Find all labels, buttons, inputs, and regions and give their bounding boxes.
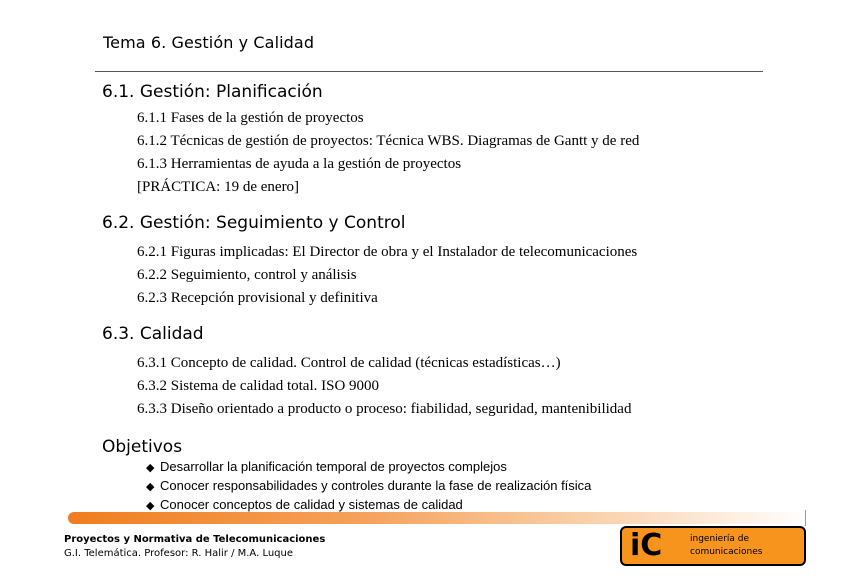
diamond-bullet-icon: ◆ (146, 462, 155, 474)
section-item: 6.2.1 Figuras implicadas: El Director de obra y el Instalador de telecomunicaciones (137, 244, 638, 260)
section-item: 6.3.3 Diseño orientado a producto o proceso: fiabilidad, seguridad, mantenibilidad (137, 401, 632, 417)
ic-logo (620, 526, 806, 566)
slide-title: Tema 6. Gestión y Calidad (103, 33, 315, 52)
section-heading-calidad: 6.3. Calidad (102, 324, 204, 344)
footer-bar-end-mark (805, 510, 806, 526)
objective-item: ◆ Desarrollar la planificación temporal de proyectos complejos (146, 458, 591, 477)
section-item: 6.1.1 Fases de la gestión de proyectos (137, 110, 364, 126)
section-item: 6.2.2 Seguimiento, control y análisis (137, 267, 357, 283)
diamond-bullet-icon: ◆ (146, 481, 155, 493)
section-item: 6.2.3 Recepción provisional y definitiva (137, 290, 378, 306)
section-heading-seguimiento: 6.2. Gestión: Seguimiento y Control (102, 213, 406, 233)
objectives-list (146, 458, 591, 515)
section-heading-planificacion: 6.1. Gestión: Planificación (102, 82, 323, 102)
diamond-bullet-icon: ◆ (146, 500, 155, 512)
section-item: 6.1.2 Técnicas de gestión de proyectos: Técnica WBS. Diagramas de Gantt y de red (137, 133, 640, 149)
logo-mark: iC (630, 528, 663, 563)
section-item: 6.1.3 Herramientas de ayuda a la gestión de proyectos (137, 156, 462, 172)
objectives-heading: Objetivos (102, 437, 183, 457)
objective-item: ◆ Conocer conceptos de calidad y sistemas de calidad (146, 496, 591, 515)
section-item: [PRÁCTICA: 19 de enero] (137, 179, 300, 195)
professor-line: G.I. Telemática. Profesor: R. Halir / M.A. Luque (64, 548, 294, 559)
section-item: 6.3.1 Concepto de calidad. Control de calidad (técnicas estadísticas…) (137, 355, 561, 371)
footer-gradient-bar (68, 512, 808, 524)
section-item: 6.3.2 Sistema de calidad total. ISO 9000 (137, 378, 380, 394)
course-name: Proyectos y Normativa de Telecomunicaciones (64, 534, 326, 545)
objective-item: ◆ Conocer responsabilidades y controles durante la fase de realización física (146, 477, 591, 496)
title-divider (95, 71, 763, 72)
logo-text: ingeniería de comunicaciones (690, 534, 763, 557)
